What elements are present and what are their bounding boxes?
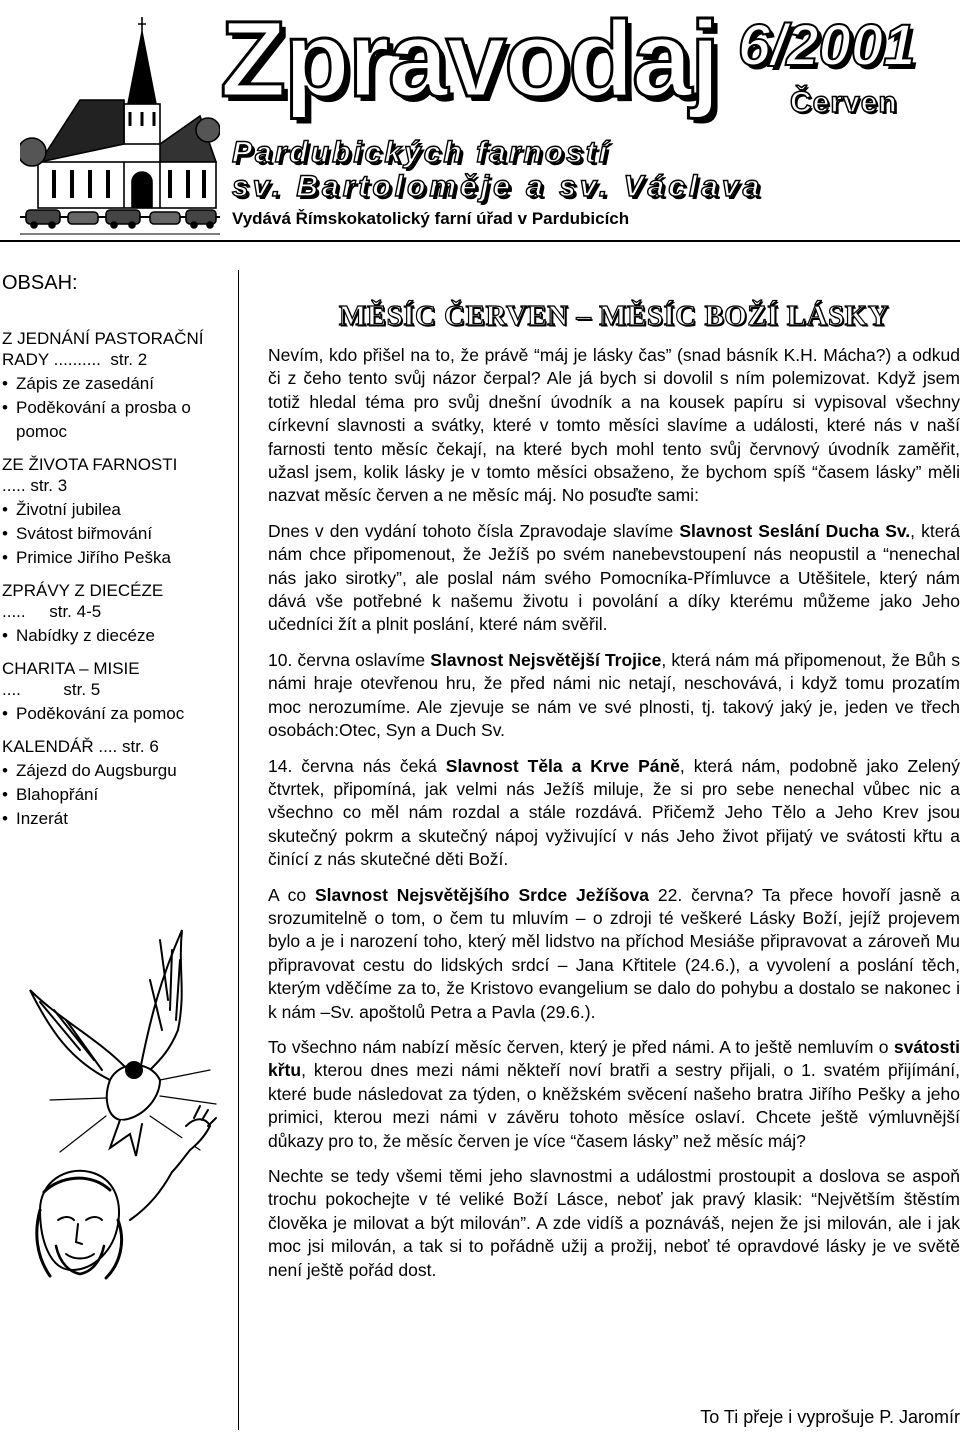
toc-page-ref: .... str. 6 [98,737,159,756]
editorial-article [268,298,960,1294]
toc-item: • Blahopřání [0,783,232,807]
author-signature: To Ti přeje i vyprošuje P. Jaromír [700,1407,960,1427]
toc-item: • Životní jubilea [0,498,232,522]
toc-page-ref: .......... str. 2 [53,350,148,369]
toc-section-title: CHARITA – MISIE [2,659,140,678]
feast-name: Slavnost Seslání Ducha Sv. [679,520,911,541]
paragraph-text: , která nám má připomenout, že Bůh s námi hraje otevřenou hru, že před námi nic netají, neschovává, i když tomu prozatím moc nerozumíme. Ale zjevuje se nám ve své plnosti, tj. takový jaký je, jeden ve třech osobách:Otec, Syn a Duch Sv. [268,649,960,741]
subtitle-line-2: sv. Bartoloměje a sv. Václava [232,170,764,203]
masthead-divider [0,240,960,242]
toc-item-list [0,624,232,648]
toc-item: • Nabídky z diecéze [0,624,232,648]
newsletter-title: Zpravodaj [220,0,719,119]
toc-section-title: Z JEDNÁNÍ PASTORAČNÍ RADY [2,329,204,369]
toc-section-title: KALENDÁŘ [2,737,94,756]
masthead [0,0,960,245]
table-of-contents [0,270,232,841]
toc-page-ref: ..... str. 4-5 [2,602,102,621]
toc-heading: OBSAH: [2,272,78,294]
paragraph-text: 14. června nás čeká [268,755,446,776]
toc-item-list [0,498,232,570]
article-paragraph: Nevím, kdo přišel na to, že právě “máj je lásky čas” (snad básník K.H. Mácha?) a odkud či z čeho tento svůj názor čerpal? Ale já bych si dovolil s ním polemizovat. Když jsem totiž hledal téma pro svůj dnešní úvodník a na kousek papíru si vypisoval všechny církevní slavnosti a svátky, které v tomto měsíci slavíme a události, které nás v naší farnosti tento měsíc čekají, na které bych mohl tento svůj červnový úvodník zaměřit, užasl jsem, kolik lásky je v tomto měsíci obsaženo, že bychom spíš “časem lásky” měli nazvat měsíc červen a ne měsíc máj. No posuďte sami: [268,345,960,506]
paragraph-text: To všechno nám nabízí měsíc červen, který je před námi. A to ještě nemluvím o [268,1036,894,1057]
toc-item: • Zájezd do Augsburgu [0,759,232,783]
article-paragraph [268,520,960,637]
column-divider [238,270,239,1430]
article-paragraph [268,755,960,872]
paragraph-text: 22. června? Ta přece hovoří jasně a srozumitelně o tom, o čem tu mluvím – o zdroji té veškeré Lásky Boží, jejíž projevem bylo a je i narození toho, který měl lidstvo na příchod Mesiáše připravovat a zároveň Mu připravovat cestu do lidských srdcí – Jana Křtitele (24.6.), a vyvolení a poslání těch, kterým vděčíme za to, že Kristovo evangelium se dalo do pohybu a dostalo se nakonec i k nám –Sv. apoštolů Petra a Pavla (29.6.). [268,884,960,1022]
toc-section [2,328,232,370]
article-paragraph [268,884,960,1024]
issue-number: 6/2001 [738,13,916,78]
feast-name: Slavnost Těla a Krve Páně [445,755,680,776]
article-paragraph [268,649,960,743]
toc-item-list [0,759,232,831]
toc-section-title: ZE ŽIVOTA FARNOSTI [2,455,178,474]
toc-item: • Inzerát [0,807,232,831]
toc-section [2,736,232,757]
toc-item-list [0,372,232,444]
paragraph-text: , která nám, podobně jako Zelený čtvrtek, připomíná, jak velmi nás Ježíš miluje, že si pro sebe nenechal vůbec nic a všechno co měl nám rozdal a stále rozdává. Přičemž Jeho Tělo a Jeho Krev jsou skutečný pokrm a skutečný nápoj vyživující v nás Jeho život přijatý ve svátosti křtu a činící z nás skutečné děti Boží. [268,755,960,870]
toc-item: • Primice Jiřího Peška [0,546,232,570]
toc-section [2,454,232,496]
article-paragraph: Nechte se tedy všemi těmi jeho slavnostmi a událostmi prostoupit a doslova se aspoň trochu pokochejte v té veliké Boží Lásce, neboť jak pravý klasik: “Největším štěstím člověka je milovat a být milován”. A zde vidíš a poznáváš, nejen že jsi milován, ale i jak moc jsi milován, a tak si to pořádně užij a prožij, neboť té opravdové lásky je ve světě není ještě pořád dost. [268,1166,960,1280]
toc-item: • Zápis ze zasedání [0,372,232,396]
article-headline: MĚSÍC ČERVEN – MĚSÍC BOŽÍ LÁSKY [338,300,890,332]
church-illustration [20,12,220,237]
paragraph-text: A co [268,884,315,905]
toc-item-list [0,702,232,726]
toc-section [2,580,232,622]
toc-item: • Svátost biřmování [0,522,232,546]
dove-and-jesus-drawing [10,920,232,1280]
toc-item: • Poděkování za pomoc [0,702,232,726]
article-paragraph [268,1036,960,1153]
paragraph-text: , kterou dnes mezi námi někteří noví bratři a sestry přijali, o 1. svatém přijímání, které bude následovat za týden, o kněžském svěcení našeho bratra Jiřího Pešky a jeho primici, kterou mezi námi v závěru tohoto měsíce oslaví. Chcete ještě výmluvnější důkazy pro to, že měsíc červen je více “časem lásky” než měsíc máj? [268,1060,960,1151]
toc-page-ref: ..... str. 3 [2,476,68,495]
toc-section [2,658,232,700]
subtitle-line-1: Pardubických farností [232,136,611,169]
paragraph-text: 10. června oslavíme [268,649,431,670]
feast-name: Slavnost Nejsvětějšího Srdce Ježíšova [314,884,650,905]
feast-name: Slavnost Nejsvětější Trojice [430,649,662,670]
paragraph-text: , která nám chce připomenout, že Ježíš po svém nanebevstoupení nás neopustil a “nenechal nás jako sirotky”, ale poslal nám svého Pomocníka-Přímluvce a Utěšitele, který nám dává vše potřebné k našemu životu i povolání a díky kterému můžeme jako Jeho učedníci žít a plnit poslání, které nám svěřil. [268,520,960,635]
toc-section-title: ZPRÁVY Z DIECÉZE [2,581,164,600]
sacrament-name: svátosti křtu [268,1036,960,1081]
paragraph-text: Dnes v den vydání tohoto čísla Zpravodaje slavíme [268,520,680,541]
publisher-line: Vydává Římskokatolický farní úřad v Pardubicích [232,209,630,228]
toc-item: • Poděkování a prosba o pomoc [0,396,232,444]
toc-page-ref: .... str. 5 [2,680,101,699]
issue-month: Červen [790,86,898,119]
